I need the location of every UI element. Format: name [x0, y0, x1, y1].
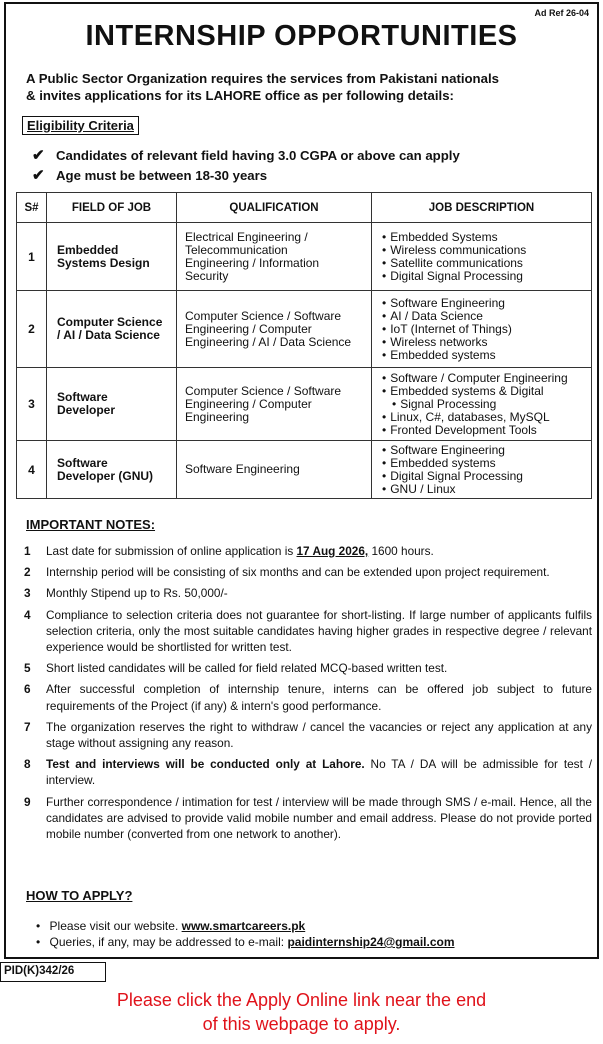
note-text: Test and interviews will be conducted only at Lahore. No TA / DA will be admissible for test / interview.	[46, 757, 592, 788]
description-item: • Fronted Development Tools	[382, 424, 591, 437]
qualification-line: Computer Science / Software	[185, 308, 342, 323]
note-number: 8	[24, 757, 31, 772]
description-item	[382, 398, 591, 411]
description-item: • Digital Signal Processing	[382, 270, 591, 283]
qualification-line: Security	[185, 268, 229, 283]
pid-badge: PID(K)342/26	[0, 962, 106, 982]
header-field: FIELD OF JOB	[47, 193, 177, 223]
row-qualification	[177, 223, 372, 291]
description-item: • Software Engineering	[382, 297, 591, 310]
row-field	[47, 291, 177, 368]
note-item	[24, 607, 592, 656]
website-link[interactable]: www.smartcareers.pk	[181, 919, 306, 933]
row-description	[372, 291, 592, 368]
header-qualification: QUALIFICATION	[177, 193, 372, 223]
table-header-row	[17, 193, 592, 223]
table-row	[17, 291, 592, 368]
check-icon: ✔	[32, 167, 45, 184]
description-item: • IoT (Internet of Things)	[382, 323, 591, 336]
description-item: • Embedded Systems	[382, 231, 591, 244]
note-text: The organization reserves the right to withdraw / cancel the vacancies or reject any application at any stage without assigning any reason.	[46, 719, 592, 751]
row-field	[47, 441, 177, 499]
row-field	[47, 368, 177, 441]
row-description	[372, 441, 592, 499]
notes-list	[24, 543, 592, 847]
description-item: • Wireless communications	[382, 244, 591, 257]
note-text: After successful completion of internship tenure, interns can be offered job subject to future requirements of the Project (if any) & intern's good performance.	[46, 682, 592, 713]
qualification-line: Telecommunication	[185, 242, 288, 257]
apply-online-notice	[0, 988, 603, 1036]
note-text: Short listed candidates will be called for field related MCQ-based written test.	[46, 661, 448, 676]
field-line: Software	[57, 390, 108, 404]
table-row	[17, 223, 592, 291]
note-item	[24, 681, 592, 713]
intro-text	[26, 70, 586, 104]
row-sno: 1	[17, 223, 47, 291]
how-to-apply-heading: HOW TO APPLY?	[26, 888, 133, 903]
description-item: • Linux, C#, databases, MySQL	[382, 411, 591, 424]
description-item: • Software / Computer Engineering	[382, 372, 591, 385]
note-item	[24, 585, 592, 601]
table-row	[17, 368, 592, 441]
table-row	[17, 441, 592, 499]
row-sno: 3	[17, 368, 47, 441]
row-description	[372, 223, 592, 291]
eligibility-list	[32, 145, 460, 185]
qualification-line: Engineering / AI / Data Science	[185, 334, 352, 349]
field-line: Computer Science	[57, 315, 163, 329]
check-icon: ✔	[32, 147, 45, 164]
apply-list	[36, 918, 455, 950]
header-description: JOB DESCRIPTION	[372, 193, 592, 223]
apply-email-item: • Queries, if any, may be addressed to e-mail: paidinternship24@gmail.com	[36, 934, 455, 950]
qualification-line: Engineering	[185, 409, 250, 424]
row-description	[372, 368, 592, 441]
deadline-date: 17 Aug 2026,	[296, 544, 369, 558]
note-text: Further correspondence / intimation for test / interview will be made through SMS / e-mail. Hence, all the candidates are advised to provide valid mobile number and email address. Please do not provide ported mobile number (converted from one network to another).	[46, 794, 592, 842]
note-text: Internship period will be consisting of six months and can be extended upon project requirement.	[46, 565, 550, 580]
note-item	[24, 756, 592, 788]
description-item: • Digital Signal Processing	[382, 470, 591, 483]
intro-line-1: A Public Sector Organization requires the services from Pakistani nationals	[26, 71, 499, 86]
note-number: 2	[24, 565, 31, 580]
row-qualification	[177, 291, 372, 368]
eligibility-text: Candidates of relevant field having 3.0 CGPA or above can apply	[56, 147, 460, 163]
note-item	[24, 564, 592, 580]
note-number: 5	[24, 661, 31, 676]
field-line: Software	[57, 455, 108, 470]
eligibility-heading: Eligibility Criteria	[22, 116, 139, 135]
description-item: • Software Engineering	[382, 444, 591, 457]
note-item	[24, 543, 592, 559]
description-continuation: Signal Processing	[400, 396, 497, 411]
note-text: Monthly Stipend up to Rs. 50,000/-	[46, 586, 228, 601]
row-sno: 4	[17, 441, 47, 499]
intro-line-2: & invites applications for its LAHORE office as per following details:	[26, 88, 454, 103]
qualification-line: Computer Science / Software	[185, 383, 342, 398]
note-number: 9	[24, 794, 31, 809]
note-number: 3	[24, 586, 31, 601]
row-qualification	[177, 368, 372, 441]
jobs-table	[16, 192, 592, 499]
advertisement-frame	[4, 2, 599, 959]
description-item: • Satellite communications	[382, 257, 591, 270]
ad-reference: Ad Ref 26-04	[534, 8, 589, 18]
field-line: Developer	[57, 403, 116, 417]
note-number: 7	[24, 719, 31, 734]
note-number: 6	[24, 682, 31, 697]
description-item: • Embedded systems	[382, 457, 591, 470]
eligibility-item	[32, 145, 460, 165]
description-item: • AI / Data Science	[382, 310, 591, 323]
note-number: 1	[24, 544, 31, 558]
qualification-line: Software Engineering	[185, 462, 300, 476]
description-item: • Embedded systems	[382, 349, 591, 362]
description-item: • GNU / Linux	[382, 483, 591, 496]
note-text: Last date for submission of online application is 17 Aug 2026, 1600 hours.	[46, 544, 434, 558]
field-line: Embedded	[57, 242, 119, 257]
apply-website-item: • Please visit our website. www.smartcareers.pk	[36, 918, 455, 934]
qualification-line: Electrical Engineering /	[185, 229, 308, 244]
row-sno: 2	[17, 291, 47, 368]
field-line: / AI / Data Science	[57, 328, 160, 342]
description-item: • Embedded systems & Digital	[382, 385, 591, 398]
description-item: • Wireless networks	[382, 336, 591, 349]
row-qualification	[177, 441, 372, 499]
note-item	[24, 719, 592, 751]
row-field	[47, 223, 177, 291]
qualification-line: Engineering / Information	[185, 255, 320, 270]
email-link[interactable]: paidinternship24@gmail.com	[287, 935, 455, 949]
header-sno: S#	[17, 193, 47, 223]
field-line: Systems Design	[57, 255, 150, 270]
notes-heading: IMPORTANT NOTES:	[26, 517, 156, 532]
notice-line-1: Please click the Apply Online link near the end	[116, 990, 487, 1010]
qualification-line: Engineering / Computer	[185, 396, 312, 411]
note-item	[24, 660, 592, 676]
qualification-line: Engineering / Computer	[185, 321, 312, 336]
eligibility-text: Age must be between 18-30 years	[56, 167, 268, 183]
eligibility-item	[32, 165, 460, 185]
notice-line-2: of this webpage to apply.	[202, 1014, 401, 1034]
note-item	[24, 794, 592, 843]
page-title: INTERNSHIP OPPORTUNITIES	[85, 20, 518, 52]
field-line: Developer (GNU)	[57, 468, 154, 483]
note-number: 4	[24, 607, 31, 622]
note-text: Compliance to selection criteria does not guarantee for short-listing. If large number of applicants fulfils selection criteria, only the most suitable candidates having higher grades in respective degree / relevant experience would be shortlisted for written test.	[46, 607, 592, 655]
